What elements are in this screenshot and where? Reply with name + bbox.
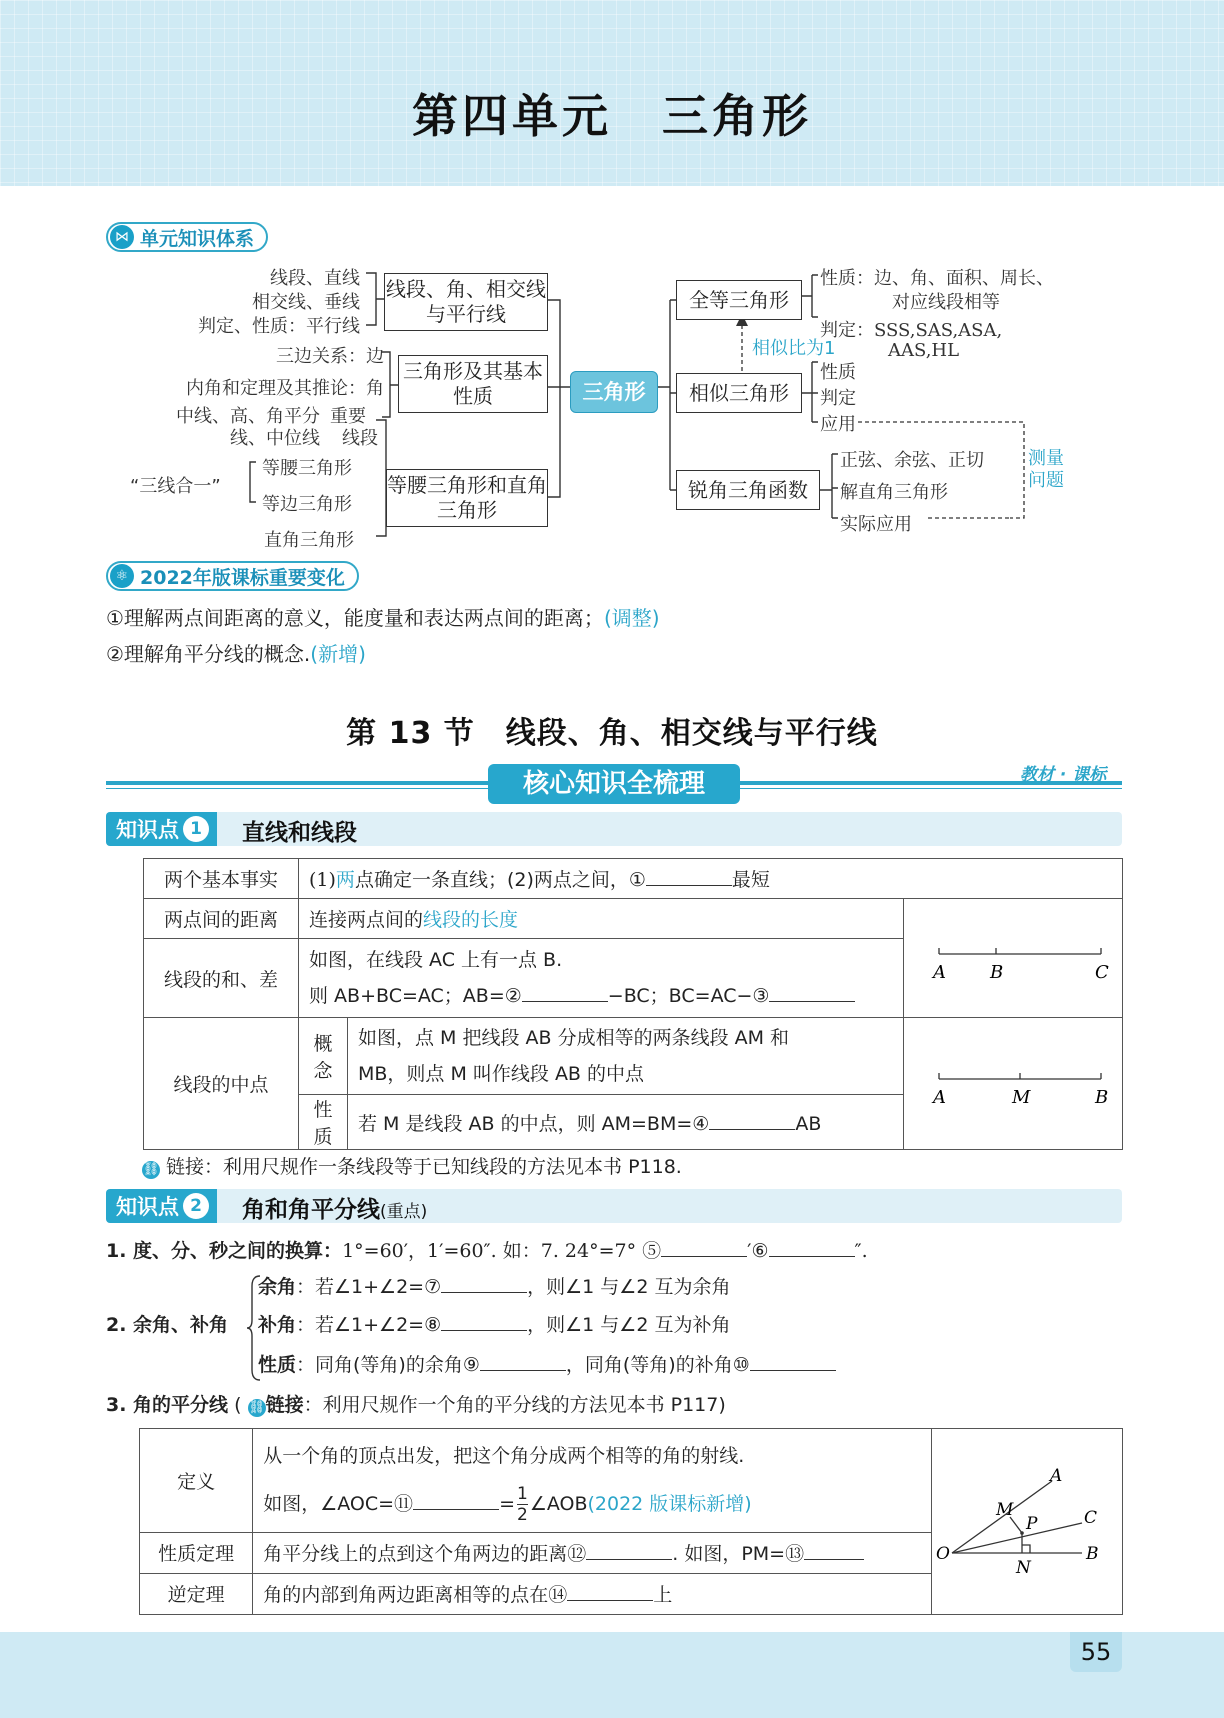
point-label: O: [935, 1544, 950, 1564]
label-ratio-one: 相似比为1: [752, 338, 836, 359]
kp2-item2-head: 2. 余角、补角: [106, 1314, 229, 1336]
label-similar-judge: 判定: [820, 388, 856, 409]
fraction-num: 1: [516, 1484, 528, 1505]
kp2-title-text: 角和角平分线: [242, 1197, 380, 1223]
sub-head: 概念: [299, 1018, 348, 1095]
text-part: 连接两点间的: [309, 909, 424, 931]
label-medians: 中线、高、角平分: [176, 406, 320, 427]
text-part: ：同角(等角)的余角⑨: [296, 1354, 480, 1376]
text-line: [309, 978, 893, 1014]
answer-blank[interactable]: [709, 1111, 795, 1130]
text-part: ′⑥: [747, 1240, 769, 1262]
answer-blank[interactable]: [750, 1352, 836, 1371]
text-part: ，则∠1 与∠2 互为余角: [527, 1276, 731, 1298]
footer-band: [0, 1632, 1224, 1718]
change-text-1: ①理解两点间距离的意义，能度量和表达两点间的距离；: [106, 606, 604, 630]
text-part: ：若∠1+∠2=⑦: [296, 1276, 442, 1298]
text-part: . 如图，PM=⑬: [672, 1543, 805, 1566]
row-cell: [253, 1532, 931, 1573]
point-label: A: [1049, 1466, 1062, 1486]
figure-cell: [904, 899, 1123, 1018]
label-congruent-props: 性质：边、角、面积、周长、: [820, 268, 1054, 289]
kp2-tag: [106, 1189, 217, 1223]
point-label: A: [933, 1087, 946, 1108]
share-icon: ⋈: [110, 225, 134, 249]
curriculum-note: (2022 版课标新增): [587, 1493, 752, 1516]
text-line: 如图，在线段 AC 上有一点 B.: [309, 949, 563, 971]
kp2-item2-row: [258, 1350, 836, 1377]
text-line: 从一个角的顶点出发，把这个角分成两个相等的角的射线.: [263, 1445, 745, 1468]
text-line: [263, 1480, 920, 1528]
kp2-item1: [106, 1236, 868, 1263]
row-head: 余角: [258, 1276, 297, 1298]
link-icon: ⛓: [142, 1162, 160, 1177]
row-head: 定义: [140, 1429, 253, 1533]
fraction: [517, 1484, 528, 1525]
row-head: 两点间的距离: [144, 899, 299, 939]
row-head: 线段的中点: [144, 1018, 299, 1150]
table-row: [144, 1018, 1123, 1095]
point-label: M: [1012, 1087, 1031, 1108]
row-head: 两个基本事实: [144, 859, 299, 899]
row-cell: [253, 1429, 931, 1533]
point-label: C: [1083, 1508, 1097, 1528]
answer-text: 线段的长度: [423, 909, 519, 931]
label-corresponding: 对应线段相等: [892, 292, 1000, 313]
label-parallel: 判定、性质：平行线: [198, 316, 360, 337]
label-midline: 线、中位线: [230, 428, 320, 449]
kp1-title: 直线和线段: [242, 820, 357, 846]
box-isosceles-right: 等腰三角形和直角三角形: [386, 469, 548, 527]
segment-figure-abc: [904, 916, 1122, 996]
text-line: MB，则点 M 叫作线段 AB 的中点: [358, 1063, 645, 1085]
change-text-2: ②理解角平分线的概念.: [106, 642, 311, 666]
point-label: N: [1015, 1558, 1031, 1578]
text-part: ：若∠1+∠2=⑧: [296, 1314, 442, 1336]
kp2-title-note: (重点): [380, 1202, 428, 1222]
text-part: ，则∠1 与∠2 互为补角: [527, 1314, 731, 1336]
change-tag-2: (新增): [310, 642, 366, 666]
row-head: 补角: [258, 1314, 297, 1336]
atom-icon: ⚛: [110, 564, 134, 588]
label-three-in-one: “三线合一”: [130, 476, 221, 497]
figure-cell: [931, 1429, 1122, 1615]
point-label: B: [1085, 1544, 1099, 1564]
point-label: M: [995, 1500, 1014, 1520]
label-practical: 实际应用: [840, 514, 912, 535]
label-line-segment: 线段、直线: [270, 268, 360, 289]
label-measure: 测量问题: [1028, 448, 1064, 491]
row-cell: [348, 1095, 904, 1150]
row-cell: [253, 1573, 931, 1614]
row-head: 性质定理: [140, 1532, 253, 1573]
label-angles: 内角和定理及其推论：角: [186, 378, 384, 399]
kp2-item3: [106, 1390, 726, 1417]
answer-blank[interactable]: [441, 1274, 527, 1293]
text-part: 如图，∠AOC=⑪: [263, 1493, 414, 1516]
text-part: 最短: [731, 869, 770, 891]
kp1-table: [143, 858, 1123, 1150]
sub-head: 性质: [299, 1095, 348, 1150]
answer-blank[interactable]: [661, 1238, 747, 1257]
kp2-number: 2: [183, 1193, 209, 1219]
text-part: ：利用尺规作一个角的平分线的方法见本书 P117): [303, 1394, 726, 1416]
item1-head: 1. 度、分、秒之间的换算：: [106, 1240, 343, 1262]
kp2-tag-label: 知识点: [116, 1195, 179, 1219]
answer-blank[interactable]: [567, 1582, 653, 1601]
point-label: B: [1095, 1087, 1109, 1108]
point-label: B: [990, 961, 1004, 983]
row-cell: [348, 1018, 904, 1095]
answer-blank[interactable]: [480, 1352, 566, 1371]
row-head: 逆定理: [140, 1573, 253, 1614]
change-tag-1: (调整): [603, 606, 660, 630]
text-part: 则 AB+BC=AC；AB=②: [309, 985, 522, 1007]
fraction-den: 2: [516, 1505, 528, 1526]
kp2-item2-row: [258, 1310, 730, 1337]
kp1-link-text[interactable]: 链接：利用尺规作一条线段等于已知线段的方法见本书 P118.: [166, 1156, 682, 1178]
system-badge-label: 单元知识体系: [140, 227, 255, 250]
text-part: −BC；BC=AC−③: [607, 985, 770, 1007]
box-segment-angle: 线段、角、相交线与平行线: [384, 273, 548, 331]
answer-blank[interactable]: [804, 1541, 864, 1560]
changes-badge-label: 2022年版课标重要变化: [140, 566, 345, 589]
text-part: 1°=60′，1′=60″. 如：7. 24°=7° ⑤: [342, 1240, 662, 1262]
link-label[interactable]: 链接: [265, 1394, 304, 1416]
unit-title: 第四单元 三角形: [412, 89, 812, 143]
table-row: [140, 1429, 1123, 1533]
point-label: C: [1095, 961, 1109, 983]
label-equilateral: 等边三角形: [262, 494, 352, 515]
label-sides: 三边关系：边: [276, 346, 384, 367]
text-part: 上: [653, 1584, 673, 1607]
table-row: [144, 859, 1123, 899]
answer-blank[interactable]: [769, 983, 855, 1002]
text-line: 如图，点 M 把线段 AB 分成相等的两条线段 AM 和: [358, 1027, 790, 1049]
kp2-table: [139, 1428, 1123, 1615]
text-part: (: [234, 1394, 242, 1416]
box-similar: 相似三角形: [676, 373, 802, 413]
text-part: 点确定一条直线；(2)两点之间，①: [354, 869, 646, 891]
change-item-1: [106, 602, 660, 631]
row-cell: [299, 939, 904, 1018]
text-part: 若 M 是线段 AB 的中点，则 AM=BM=④: [358, 1112, 710, 1135]
label-sin-cos-tan: 正弦、余弦、正切: [840, 450, 984, 471]
item3-head: 3. 角的平分线: [106, 1394, 229, 1416]
box-trig: 锐角三角函数: [676, 470, 820, 510]
label-segments: 线段: [342, 428, 378, 449]
answer-blank[interactable]: [769, 1238, 855, 1257]
figure-cell: [904, 1018, 1123, 1150]
row-cell: [299, 899, 904, 939]
row-head: 线段的和、差: [144, 939, 299, 1018]
section-title: 第 13 节 线段、角、相交线与平行线: [346, 716, 878, 751]
text-part: ∠AOB: [529, 1493, 588, 1516]
kp2-item2-row: [258, 1272, 730, 1299]
box-triangle-basic: 三角形及其基本性质: [398, 355, 548, 413]
core-badge: 核心知识全梳理: [488, 764, 740, 804]
point-label: A: [933, 961, 946, 983]
changes-badge: [106, 561, 359, 591]
box-congruent: 全等三角形: [676, 280, 802, 320]
center-triangle: 三角形: [570, 371, 658, 413]
label-right-triangle: 直角三角形: [264, 530, 354, 551]
text-part: =: [499, 1493, 515, 1516]
row-cell: [299, 859, 1123, 899]
answer-blank[interactable]: [586, 1541, 672, 1560]
label-intersect: 相交线、垂线: [252, 292, 360, 313]
text-part: AB: [795, 1112, 822, 1135]
text-part: ″.: [854, 1240, 868, 1262]
label-important: 重要: [330, 406, 366, 427]
point-label: P: [1025, 1514, 1038, 1534]
label-aas-hl: AAS,HL: [888, 340, 960, 361]
link-icon: ⛓: [248, 1400, 265, 1415]
label-solve-right: 解直角三角形: [840, 482, 948, 503]
angle-bisector-figure: [932, 1429, 1122, 1609]
corner-tag: 教材 · 课标: [1020, 765, 1107, 785]
answer-blank[interactable]: [522, 983, 608, 1002]
kp1-tag-label: 知识点: [116, 818, 179, 842]
kp1-tag: [106, 812, 217, 846]
kp1-number: 1: [183, 816, 209, 842]
text-part: (1): [309, 869, 336, 891]
answer-text: 两: [335, 869, 355, 891]
label-congruent-judge: 判定：SSS,SAS,ASA,: [820, 320, 1003, 341]
label-similar-props: 性质: [820, 362, 856, 383]
change-item-2: [106, 638, 366, 667]
table-row: [144, 899, 1123, 939]
segment-figure-amb: [904, 1031, 1122, 1131]
answer-blank[interactable]: [441, 1312, 527, 1331]
kp1-link: [142, 1152, 682, 1179]
label-isosceles: 等腰三角形: [262, 458, 352, 479]
page-number: 55: [1070, 1632, 1122, 1672]
row-head: 性质: [258, 1354, 297, 1376]
text-part: ，同角(等角)的补角⑩: [565, 1354, 750, 1376]
kp2-title: [242, 1191, 427, 1224]
answer-blank[interactable]: [646, 867, 732, 886]
text-part: 角的内部到角两边距离相等的点在⑭: [263, 1584, 568, 1607]
answer-blank[interactable]: [413, 1491, 499, 1510]
text-part: 角平分线上的点到这个角两边的距离⑫: [263, 1543, 587, 1566]
label-similar-apply: 应用: [820, 414, 856, 435]
